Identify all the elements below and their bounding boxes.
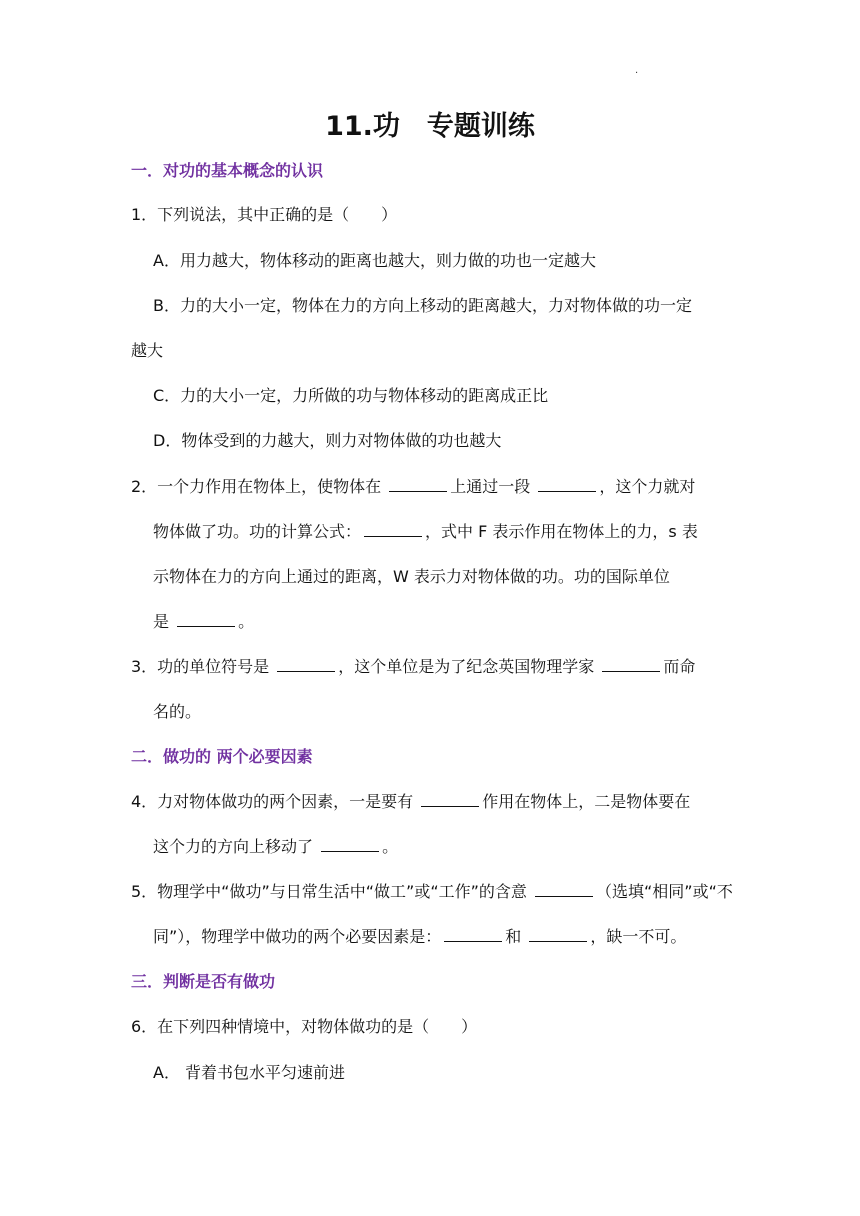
answer-blank[interactable] bbox=[538, 477, 596, 492]
question-1-option-c: C．力的大小一定，力所做的功与物体移动的距离成正比 bbox=[153, 386, 549, 405]
question-3-line-1: 3．功的单位符号是 ，这个单位是为了纪念英国物理学家 而命 bbox=[131, 657, 696, 676]
question-1-option-d: D．物体受到的力越大，则力对物体做的功也越大 bbox=[153, 431, 502, 450]
answer-blank[interactable] bbox=[364, 522, 422, 537]
question-2-line-1: 2．一个力作用在物体上，使物体在 上通过一段 ，这个力就对 bbox=[131, 477, 696, 496]
page-title: 11.功 专题训练 bbox=[325, 111, 535, 142]
question-2-line-2: 物体做了功。功的计算公式： ，式中 F 表示作用在物体上的力，s 表 bbox=[153, 522, 698, 541]
question-1-option-a: A．用力越大，物体移动的距离也越大，则力做的功也一定越大 bbox=[153, 251, 596, 270]
answer-blank[interactable] bbox=[389, 477, 447, 492]
question-4-line-2: 这个力的方向上移动了 。 bbox=[153, 837, 399, 856]
question-5-line-2: 同”），物理学中做功的两个必要因素是： 和 ，缺一不可。 bbox=[153, 927, 687, 946]
question-5-line-1: 5．物理学中“做功”与日常生活中“做工”或“工作”的含意 （选填“相同”或“不 bbox=[131, 882, 733, 901]
answer-blank[interactable] bbox=[421, 792, 479, 807]
answer-blank[interactable] bbox=[602, 657, 660, 672]
header-mark: . bbox=[635, 65, 639, 76]
question-2-line-3: 示物体在力的方向上通过的距离，W 表示力对物体做的功。功的国际单位 bbox=[153, 567, 670, 586]
section-heading-2: 二．做功的 两个必要因素 bbox=[131, 747, 313, 766]
answer-blank[interactable] bbox=[529, 927, 587, 942]
section-heading-3: 三．判断是否有做功 bbox=[131, 972, 276, 991]
question-2-line-4: 是 。 bbox=[153, 612, 255, 631]
question-3-line-2: 名的。 bbox=[153, 702, 202, 721]
question-6-stem: 6．在下列四种情境中，对物体做功的是（ ） bbox=[131, 1017, 478, 1036]
answer-blank[interactable] bbox=[277, 657, 335, 672]
question-4-line-1: 4．力对物体做功的两个因素，一是要有 作用在物体上，二是物体要在 bbox=[131, 792, 691, 811]
answer-blank[interactable] bbox=[177, 612, 235, 627]
question-1-option-b: B．力的大小一定，物体在力的方向上移动的距离越大，力对物体做的功一定 bbox=[153, 296, 692, 315]
section-heading-1: 一．对功的基本概念的认识 bbox=[131, 161, 324, 180]
question-6-option-a: A． 背着书包水平匀速前进 bbox=[153, 1063, 346, 1082]
answer-blank[interactable] bbox=[444, 927, 502, 942]
answer-blank[interactable] bbox=[321, 837, 379, 852]
question-1-stem: 1．下列说法，其中正确的是（ ） bbox=[131, 205, 398, 224]
answer-blank[interactable] bbox=[535, 882, 593, 897]
question-1-option-b-cont: 越大 bbox=[131, 341, 164, 360]
